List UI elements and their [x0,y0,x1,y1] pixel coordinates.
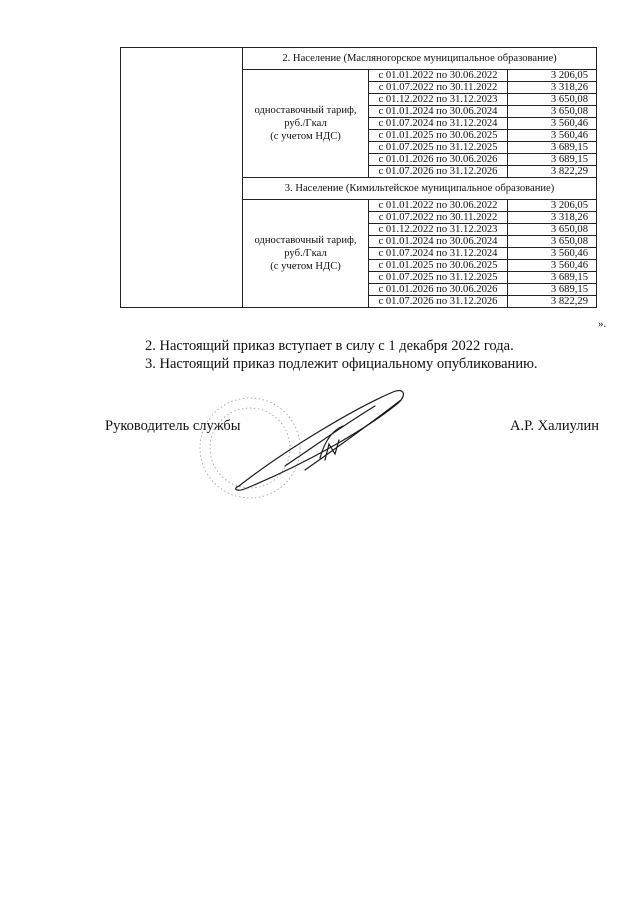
tariff-description [243,70,369,178]
period-cell: с 01.01.2024 по 30.06.2024 [369,236,508,248]
period-cell: с 01.01.2022 по 30.06.2022 [369,200,508,212]
period-cell: с 01.07.2025 по 31.12.2025 [369,272,508,284]
period-cell: с 01.01.2022 по 30.06.2022 [369,70,508,82]
tariff-description-line: руб./Гкал [284,118,327,129]
tariff-value-cell: 3 318,26 [508,82,597,94]
tariff-description-line: (с учетом НДС) [270,261,341,272]
tariff-value-cell: 3 689,15 [508,272,597,284]
tariff-description-line: одноставочный тариф, [254,105,357,116]
tariff-value-cell: 3 650,08 [508,94,597,106]
tariff-description-line: (с учетом НДС) [270,131,341,142]
tariff-value-cell: 3 650,08 [508,224,597,236]
tariff-value-cell: 3 689,15 [508,284,597,296]
period-cell: с 01.01.2024 по 30.06.2024 [369,106,508,118]
period-cell: с 01.07.2024 по 31.12.2024 [369,248,508,260]
closing-quote: ». [598,318,607,330]
period-cell: с 01.07.2025 по 31.12.2025 [369,142,508,154]
tariff-value-cell: 3 206,05 [508,200,597,212]
period-cell: с 01.12.2022 по 31.12.2023 [369,94,508,106]
tariff-value-cell: 3 206,05 [508,70,597,82]
tariff-value-cell: 3 560,46 [508,118,597,130]
period-cell: с 01.01.2025 по 30.06.2025 [369,130,508,142]
tariff-value-cell: 3 560,46 [508,248,597,260]
section-title: 2. Население (Масляногорское муниципальное образование) [243,48,597,70]
period-cell: с 01.07.2026 по 31.12.2026 [369,166,508,178]
tariff-value-cell: 3 650,08 [508,106,597,118]
handwritten-signature [225,380,410,495]
period-cell: с 01.01.2025 по 30.06.2025 [369,260,508,272]
section-header-row [121,48,597,70]
clause-publication: 3. Настоящий приказ подлежит официальному опубликованию. [145,356,538,372]
period-cell: с 01.12.2022 по 31.12.2023 [369,224,508,236]
tariff-description-line: одноставочный тариф, [254,235,357,246]
tariff-value-cell: 3 650,08 [508,236,597,248]
tariff-value-cell: 3 822,29 [508,296,597,308]
tariff-description [243,200,369,308]
tariff-value-cell: 3 560,46 [508,260,597,272]
period-cell: с 01.07.2024 по 31.12.2024 [369,118,508,130]
clause-effective-date: 2. Настоящий приказ вступает в силу с 1 декабря 2022 года. [145,338,514,354]
tariff-description-line: руб./Гкал [284,248,327,259]
period-cell: с 01.01.2026 по 30.06.2026 [369,284,508,296]
period-cell: с 01.07.2022 по 30.11.2022 [369,212,508,224]
blank-column [121,48,243,308]
section-title: 3. Население (Кимильтейское муниципальное образование) [243,178,597,200]
tariff-table [120,47,597,308]
period-cell: с 01.07.2022 по 30.11.2022 [369,82,508,94]
tariff-value-cell: 3 318,26 [508,212,597,224]
signatory-position: Руководитель службы [105,418,241,434]
tariff-value-cell: 3 822,29 [508,166,597,178]
tariff-value-cell: 3 689,15 [508,142,597,154]
period-cell: с 01.07.2026 по 31.12.2026 [369,296,508,308]
signatory-name: А.Р. Халиулин [510,418,599,434]
tariff-table-body [121,48,597,308]
tariff-value-cell: 3 689,15 [508,154,597,166]
tariff-value-cell: 3 560,46 [508,130,597,142]
period-cell: с 01.01.2026 по 30.06.2026 [369,154,508,166]
